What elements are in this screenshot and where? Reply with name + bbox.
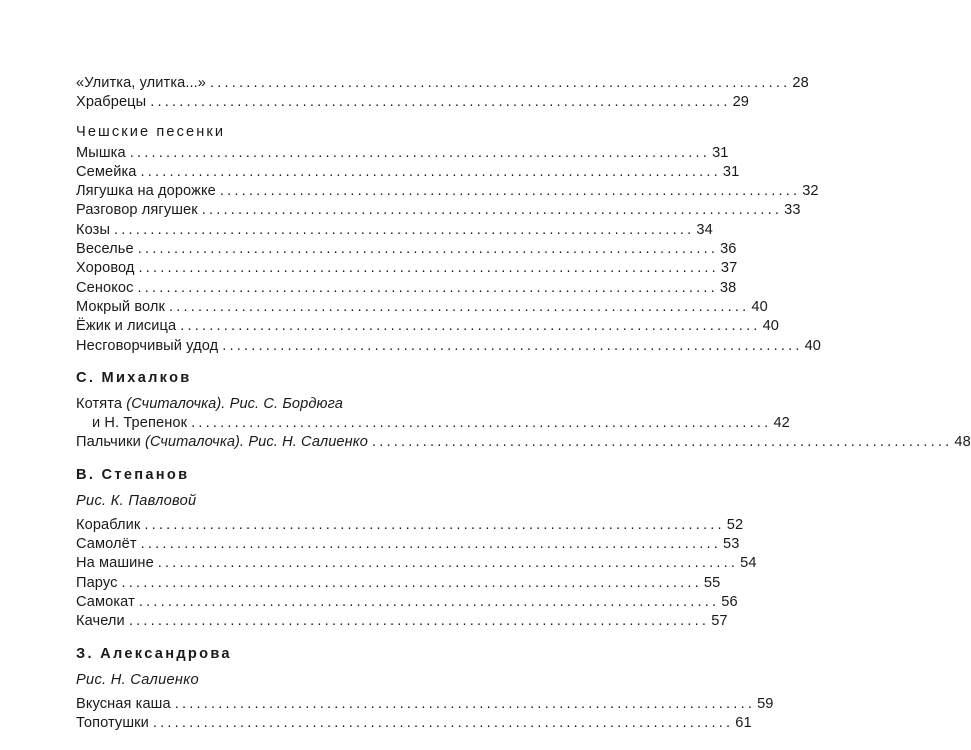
entry-page-number: 31 (722, 163, 740, 180)
entry-title: Веселье (76, 241, 134, 258)
author-heading-aleksandrova: З. Александрова (76, 645, 232, 662)
toc-entry[interactable] (76, 612, 728, 631)
dot-leader: ................................................................................ (174, 695, 756, 712)
entry-title: Пальчики (76, 434, 141, 451)
toc-entry[interactable] (76, 144, 729, 163)
entry-page-number: 52 (726, 516, 744, 533)
dot-leader: ................................................................................ (210, 75, 791, 91)
author-heading-stepanov: В. Степанов (76, 466, 190, 483)
entry-page-number: 38 (719, 279, 737, 296)
toc-group-stepanov (76, 516, 757, 632)
dot-leader: ................................................................................ (222, 337, 803, 354)
dot-leader: ................................................................................ (121, 574, 702, 591)
section-heading-czech-songs: Чешские песенки (76, 123, 226, 140)
author-heading-mikhalkov: С. Михалков (76, 369, 192, 386)
entry-illustrator-cont: и Н. Трепенок (92, 415, 188, 432)
entry-note: (Считалочка). (145, 434, 245, 451)
dot-leader: ................................................................................ (129, 144, 711, 161)
entry-page-number: 40 (751, 298, 768, 315)
dot-leader: ................................................................................ (191, 415, 772, 432)
toc-entry[interactable] (76, 593, 738, 612)
dot-leader: ................................................................................ (152, 714, 734, 731)
toc-entry[interactable] (76, 163, 740, 182)
toc-group-czech (76, 144, 822, 356)
toc-entry[interactable] (76, 574, 721, 593)
dot-leader: ................................................................................ (150, 94, 731, 111)
toc-entry[interactable] (76, 201, 801, 220)
entry-page-number: 55 (703, 574, 721, 591)
dot-leader: ................................................................................ (137, 279, 718, 296)
entry-page-number: 32 (802, 183, 819, 200)
entry-page-number: 36 (720, 241, 737, 258)
entry-page-number: 53 (723, 536, 740, 553)
entry-title: Лягушка на дорожке (76, 183, 216, 200)
entry-title: Сенокос (76, 279, 134, 296)
entry-title: Топотушки (76, 714, 149, 731)
toc-group-aleksandrova (76, 695, 774, 734)
entry-illustrator: Рис. Н. Салиенко (248, 434, 368, 451)
dot-leader: ................................................................................ (114, 221, 695, 238)
entry-page-number: 42 (773, 415, 790, 432)
entry-title: Несговорчивый удод (76, 337, 219, 354)
toc-entry[interactable] (76, 279, 737, 298)
toc-group-mikhalkov (76, 395, 971, 453)
entry-page-number: 37 (720, 260, 738, 277)
toc-entry[interactable] (76, 337, 822, 356)
dot-leader: ................................................................................ (180, 318, 761, 335)
dot-leader: ................................................................................ (144, 516, 725, 533)
dot-leader: ................................................................................ (138, 260, 719, 277)
entry-title-line (76, 433, 368, 452)
entry-page-number: 28 (792, 75, 809, 91)
toc-entry[interactable] (76, 182, 819, 201)
dot-leader: ................................................................................ (201, 202, 783, 219)
table-of-contents (76, 74, 971, 733)
entry-page-number: 31 (712, 144, 729, 161)
toc-entry[interactable] (76, 93, 750, 112)
dot-leader: ................................................................................ (157, 555, 739, 572)
dot-leader: ................................................................................ (169, 298, 750, 315)
dot-leader: ................................................................................ (128, 613, 710, 630)
entry-page-number: 54 (740, 555, 757, 572)
entry-page-number: 59 (757, 695, 774, 712)
entry-page-number: 40 (804, 337, 822, 354)
dot-leader: ................................................................................ (140, 163, 721, 180)
entry-title: Кораблик (76, 516, 141, 533)
entry-title-line (76, 395, 343, 414)
entry-title: Храбрецы (76, 94, 147, 111)
entry-page-number: 61 (735, 714, 752, 731)
entry-page-number: 29 (732, 94, 750, 111)
entry-page-number: 57 (711, 613, 728, 630)
toc-entry[interactable] (76, 535, 740, 554)
toc-entry[interactable] (76, 221, 713, 240)
toc-entry[interactable] (76, 516, 744, 535)
entry-page-number: 56 (721, 593, 738, 610)
toc-entry[interactable] (76, 714, 752, 733)
entry-note: (Считалочка). (126, 395, 226, 412)
dot-leader: ................................................................................ (137, 241, 719, 258)
entry-page-number: 40 (762, 318, 780, 335)
entry-illustrator: Рис. С. Бордюга (229, 395, 343, 412)
toc-entry[interactable] (76, 317, 780, 336)
toc-entry-first-line[interactable] (76, 395, 488, 414)
entry-title: Козы (76, 221, 111, 238)
dot-leader: ................................................................................ (372, 434, 953, 451)
entry-title: Разговор лягушек (76, 202, 198, 219)
toc-entry-continuation[interactable] (76, 414, 790, 433)
dot-leader: ................................................................................ (219, 183, 801, 200)
entry-title: Самокат (76, 593, 135, 610)
entry-page-number: 48 (954, 434, 971, 451)
entry-title: Мокрый волк (76, 298, 166, 315)
entry-page-number: 33 (784, 202, 801, 219)
toc-entry[interactable] (76, 298, 768, 317)
toc-entry[interactable] (76, 554, 757, 573)
dot-leader: ................................................................................ (138, 593, 720, 610)
entry-title: Котята (76, 395, 123, 412)
toc-entry[interactable] (76, 695, 774, 714)
entry-title: Хоровод (76, 260, 135, 277)
entry-title: «Улитка, улитка...» (76, 75, 207, 91)
entry-title: Качели (76, 613, 125, 630)
entry-title: Мышка (76, 144, 126, 161)
entry-title: На машине (76, 555, 154, 572)
entry-title: Парус (76, 574, 118, 591)
toc-entry[interactable] (76, 433, 971, 452)
entry-title: Самолёт (76, 536, 137, 553)
toc-group-folk (76, 74, 809, 113)
toc-entry[interactable] (76, 259, 738, 278)
illustrator-credit: Рис. К. Павловой (76, 492, 197, 509)
entry-title: Ёжик и лисица (76, 318, 177, 335)
dot-leader: ................................................................................ (140, 536, 722, 553)
toc-entry[interactable] (76, 74, 809, 93)
entry-title: Семейка (76, 163, 137, 180)
entry-title: Вкусная каша (76, 695, 171, 712)
toc-entry[interactable] (76, 240, 737, 259)
entry-page-number: 34 (696, 221, 713, 238)
illustrator-credit: Рис. Н. Салиенко (76, 671, 199, 688)
